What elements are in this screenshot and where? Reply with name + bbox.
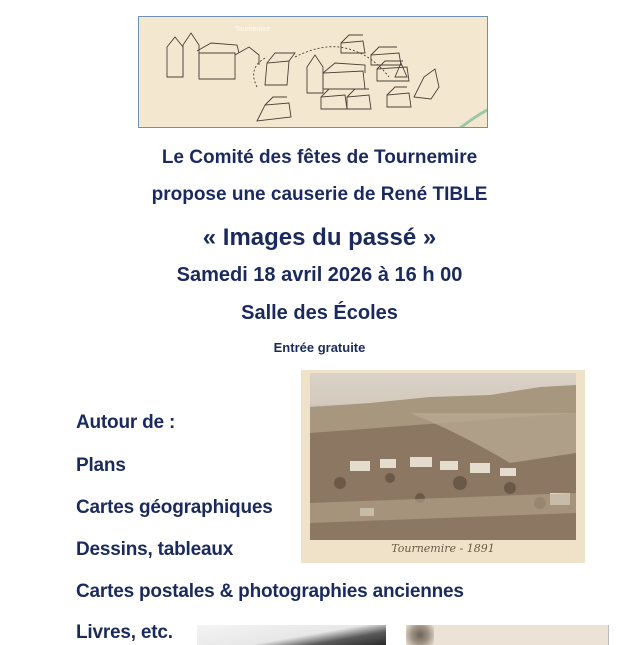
- topic-item: Cartes géographiques: [76, 497, 273, 518]
- topic-item: Dessins, tableaux: [76, 539, 234, 560]
- bottom-landscape-photo: [197, 625, 386, 645]
- topic-item: Plans: [76, 455, 126, 476]
- photo-caption: Tournemire - 1891: [391, 542, 495, 555]
- organizer-line: Le Comité des fêtes de Tournemire: [161, 147, 478, 168]
- event-venue: Salle des Écoles: [241, 302, 398, 324]
- topic-item: Livres, etc.: [76, 622, 173, 643]
- talk-title: « Images du passé »: [202, 224, 437, 251]
- sketch-drawing: [139, 17, 488, 128]
- speaker-line: propose une causerie de René TIBLE: [151, 184, 488, 205]
- postcard-detail: [406, 625, 434, 645]
- event-date: Samedi 18 avril 2026 à 16 h 00: [176, 264, 463, 286]
- bottom-postcard-image: [406, 625, 609, 645]
- village-sketch-image: [138, 16, 488, 128]
- entry-info: Entrée gratuite: [273, 340, 366, 355]
- topic-item: Cartes postales & photographies anciennes: [76, 581, 464, 602]
- sketch-overlay-text: Tournemire: [235, 26, 271, 33]
- old-village-photo: [301, 370, 585, 563]
- topics-intro: Autour de :: [76, 412, 176, 433]
- photo-scene: [310, 373, 576, 540]
- photo-image: [310, 373, 576, 540]
